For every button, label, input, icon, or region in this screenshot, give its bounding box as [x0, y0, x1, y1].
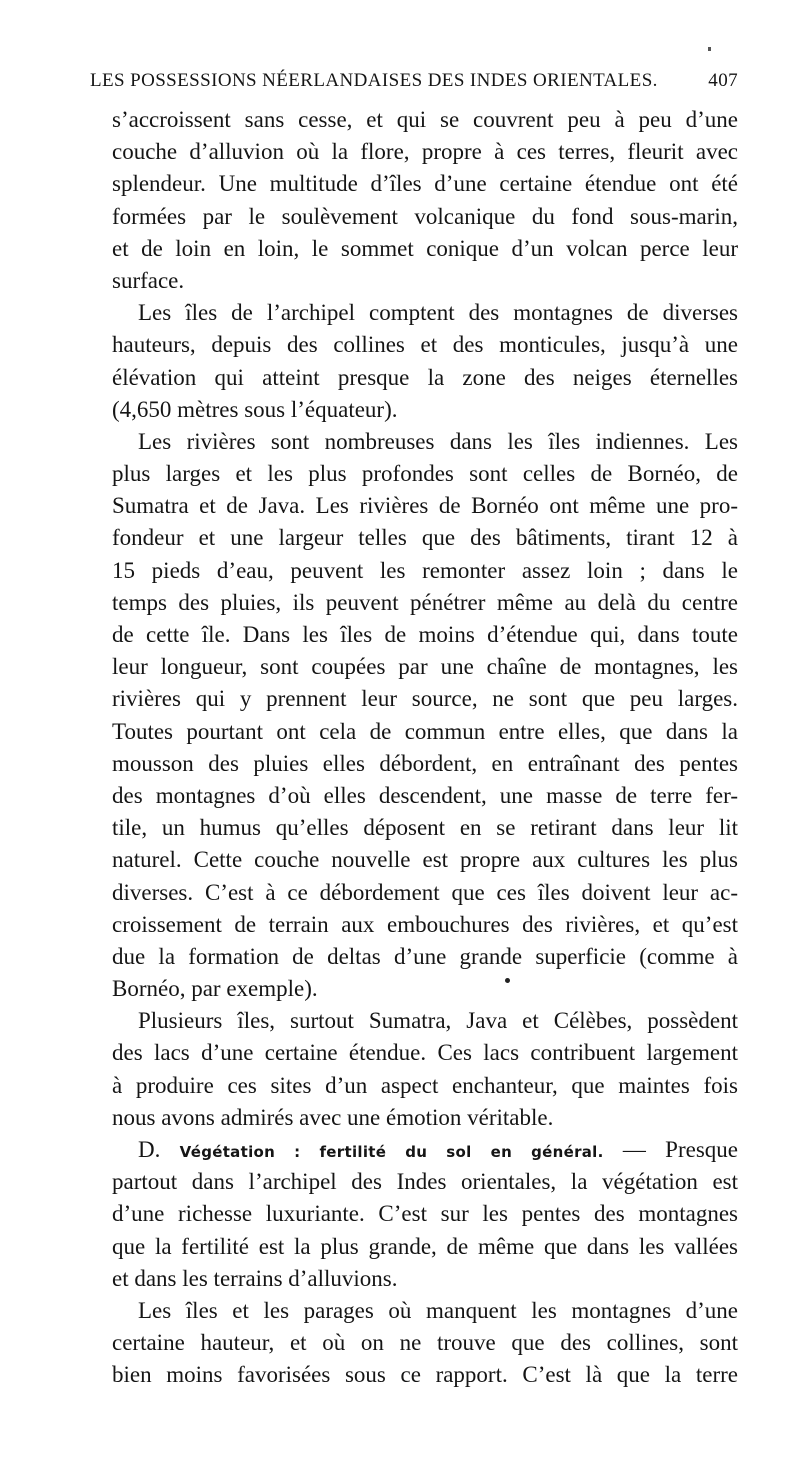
section-label: Végétation : fertilité du sol en général. — [179, 1143, 604, 1161]
text-line: Les îles de l’archipel comptent des montagnes de diverses — [138, 300, 738, 326]
text-line: et de loin en loin, le sommet conique d’un volcan perce leur — [112, 235, 738, 261]
text-line: s’accroissent sans cesse, et qui se couvrent peu à peu d’une — [112, 107, 738, 132]
text-line: à produire ces sites d’un aspect enchanteur, que maintes fois — [112, 1072, 738, 1098]
text-line: d’une richesse luxuriante. C’est sur les pentes des montagnes — [112, 1201, 738, 1227]
text-line: leur longueur, sont coupées par une chaîne de montagnes, les — [112, 654, 738, 680]
text-line: bien moins favorisées sous ce rapport. C’est là que la terre — [112, 1362, 738, 1388]
text-line: Bornéo, par exemple). — [112, 976, 318, 1002]
text-line: surface. — [112, 267, 185, 293]
running-title: LES POSSESSIONS NÉERLANDAISES DES INDES ORIENTALES. — [90, 70, 658, 91]
text-line: partout dans l’archipel des Indes orientales, la végétation est — [112, 1169, 738, 1195]
text-line: et dans les terrains d’alluvions. — [112, 1265, 398, 1291]
text-line: due la formation de deltas d’une grande superficie (comme à — [112, 943, 738, 969]
text-line: splendeur. Une multitude d’îles d’une certaine étendue ont été — [112, 171, 738, 197]
text-line: Sumatra et de Java. Les rivières de Bornéo ont même une pro- — [112, 493, 738, 519]
text-line: diverses. C’est à ce débordement que ces îles doivent leur ac- — [112, 879, 738, 905]
text-line: couche d’alluvion où la flore, propre à ces terres, fleurit avec — [112, 139, 738, 165]
ink-speck — [505, 978, 510, 983]
text-line: certaine hauteur, et où on ne trouve que des collines, sont — [112, 1330, 738, 1356]
page-number: 407 — [708, 70, 738, 91]
text-line: fondeur et une largeur telles que des bâtiments, tirant 12 à — [112, 525, 738, 551]
text-line: élévation qui atteint presque la zone des neiges éternelles — [112, 364, 738, 390]
text-line: naturel. Cette couche nouvelle est propre aux cultures les plus — [112, 847, 738, 873]
text-line: formées par le soulèvement volcanique du fond sous-marin, — [112, 203, 738, 229]
section-marker: D. — [138, 1137, 161, 1162]
text-line: 15 pieds d’eau, peuvent les remonter assez loin ; dans le — [112, 557, 738, 583]
text-line: des montagnes d’où elles descendent, une masse de terre fer- — [112, 782, 738, 808]
text-line: Les îles et les parages où manquent les montagnes d’une — [138, 1297, 738, 1323]
text-line: Plusieurs îles, surtout Sumatra, Java et Célèbes, possèdent — [138, 1008, 738, 1034]
text-line: que la fertilité est la plus grande, de même que dans les vallées — [112, 1233, 738, 1259]
text-line: (4,650 mètres sous l’équateur). — [112, 396, 398, 422]
text-line: temps des pluies, ils peuvent pénétrer même au delà du centre — [112, 589, 738, 615]
text-line: hauteurs, depuis des collines et des monticules, jusqu’à une — [112, 332, 738, 358]
text-line: tile, un humus qu’elles déposent en se retirant dans leur lit — [112, 815, 738, 841]
text-line: mousson des pluies elles débordent, en entraînant des pentes — [112, 750, 738, 776]
section-lead-text: — Presque — [622, 1137, 738, 1162]
text-line: de cette île. Dans les îles de moins d’étendue qui, dans toute — [112, 622, 738, 647]
text-line: nous avons admirés avec une émotion véritable. — [112, 1104, 554, 1130]
text-line: rivières qui y prennent leur source, ne sont que peu larges. — [112, 686, 738, 712]
body-text — [112, 104, 738, 1392]
text-line: Toutes pourtant ont cela de commun entre elles, que dans la — [112, 718, 738, 744]
page-mark — [708, 47, 711, 51]
text-line: croissement de terrain aux embouchures des rivières, et qu’est — [112, 911, 738, 937]
section-heading-line — [112, 1134, 738, 1166]
text-line: plus larges et les plus profondes sont celles de Bornéo, de — [112, 461, 738, 487]
text-line: Les rivières sont nombreuses dans les îles indiennes. Les — [138, 428, 738, 454]
text-line: des lacs d’une certaine étendue. Ces lacs contribuent largement — [112, 1040, 738, 1066]
running-header — [90, 70, 738, 100]
